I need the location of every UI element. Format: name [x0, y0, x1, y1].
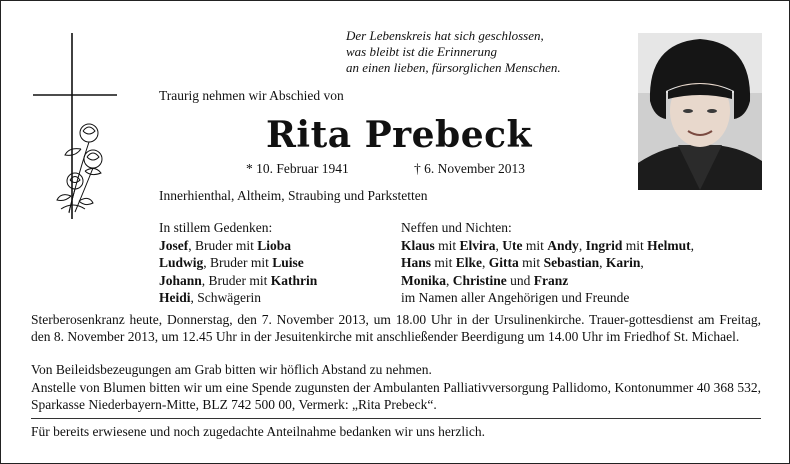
- mourner-name: Klaus: [401, 237, 435, 253]
- rosary-paragraph: Sterberosenkranz heute, Donnerstag, den 7. November 2013, um 18.00 Uhr in der Ursulinenkirche. Trauer-gottesdienst am Freitag, den 8. November 2013, um 12.45 Uhr in der Jesuitenkirche mit anschließender Beerdigung um 14.00 Uhr im Friedhof St. Michael.: [31, 312, 761, 344]
- connector-text: ,: [640, 255, 644, 270]
- connector-text: und: [506, 272, 534, 288]
- death-date: † 6. November 2013: [414, 161, 525, 176]
- donation-paragraph: Anstelle von Blumen bitten wir um eine Spende zugunsten der Ambulanten Palliativversorgung Pallidomo, Kontonummer 40 368 532, Sparkasse Niederbayern-Mitte, BLZ 742 500 00, Vermerk: „Rita Prebeck“.: [31, 380, 761, 412]
- poem-line: Der Lebenskreis hat sich geschlossen,: [346, 28, 544, 43]
- connector-text: ,: [578, 237, 586, 253]
- mourner-name: Elvira: [459, 237, 496, 253]
- connector-text: ,: [599, 255, 606, 270]
- mourner-name: Hans: [401, 255, 432, 270]
- mourner-row: Ludwig, Bruder mit Luise: [159, 255, 304, 270]
- mourner-name: Christine: [452, 272, 507, 288]
- mourner-name: Monika: [401, 272, 447, 288]
- mourner-row: Johann, Bruder mit Kathrin: [159, 272, 318, 288]
- connector-text: mit: [622, 237, 648, 253]
- mourners-nephews-nieces: [401, 219, 694, 307]
- mourner-row: Heidi, Schwägerin: [159, 290, 261, 305]
- connector-text: ,: [482, 255, 489, 270]
- connector-text: ,: [446, 272, 453, 288]
- connector-text: mit: [431, 255, 456, 270]
- poem-line: an einen lieben, fürsorglichen Menschen.: [346, 60, 561, 75]
- mourner-name: Ingrid: [585, 237, 623, 253]
- deceased-name: Rita Prebeck: [266, 114, 532, 156]
- mourner-name: Karin: [605, 255, 641, 270]
- connector-text: mit: [522, 237, 548, 253]
- connector-text: ,: [495, 237, 503, 253]
- mourners-siblings: [159, 219, 317, 307]
- cross-with-roses-icon: [31, 31, 121, 221]
- places-line: Innerhienthal, Altheim, Straubing und Parkstetten: [159, 188, 428, 203]
- poem-line: was bleibt ist die Erinnerung: [346, 44, 497, 59]
- mourner-name: Andy: [547, 237, 579, 253]
- mourner-row: [401, 237, 694, 255]
- mourner-row: [401, 272, 694, 290]
- condolences-paragraph: Von Beileidsbezeugungen am Grab bitten wir höflich Abstand zu nehmen.: [31, 362, 432, 377]
- nephews-heading: Neffen und Nichten:: [401, 220, 512, 235]
- birth-date: * 10. Februar 1941: [246, 161, 349, 176]
- mourner-row: Josef, Bruder mit Lioba: [159, 237, 292, 253]
- thanks-paragraph: Für bereits erwiesene und noch zugedachte Anteilnahme bedanken wir uns herzlich.: [31, 424, 485, 439]
- mourner-name: Ute: [502, 237, 523, 253]
- divider: [31, 418, 761, 419]
- memorial-poem: [346, 28, 626, 76]
- mourner-name: Franz: [533, 272, 569, 288]
- portrait-photo: [638, 33, 762, 190]
- siblings-heading: In stillem Gedenken:: [159, 220, 273, 235]
- mourner-name: Sebastian: [543, 255, 600, 270]
- mourner-name: Elke: [455, 255, 483, 270]
- mourner-name: Helmut: [647, 237, 691, 253]
- connector-text: ,: [690, 237, 694, 253]
- mourner-row: im Namen aller Angehörigen und Freunde: [401, 290, 630, 305]
- connector-text: mit: [518, 255, 544, 270]
- connector-text: mit: [434, 237, 460, 253]
- mourner-name: Gitta: [488, 255, 519, 270]
- mourner-row: [401, 254, 694, 272]
- intro-text: Traurig nehmen wir Abschied von: [159, 88, 344, 103]
